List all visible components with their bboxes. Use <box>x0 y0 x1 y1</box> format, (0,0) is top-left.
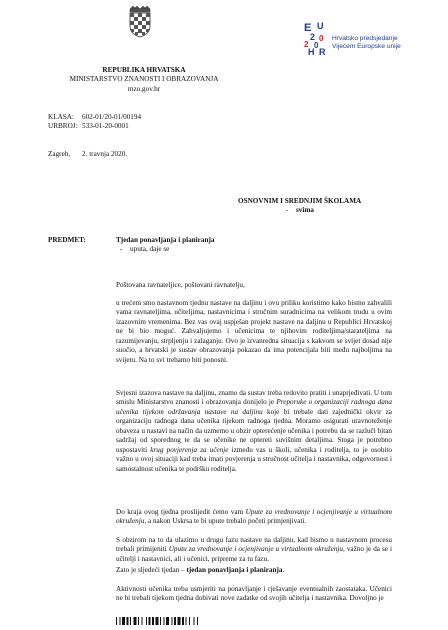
subject-dash: - <box>120 245 123 253</box>
eu-line1: Hrvatsko predsjedanje <box>332 35 398 42</box>
recipient-line2: svima <box>296 206 314 214</box>
header-website: mzo.gov.hr <box>127 85 161 93</box>
p2-text-a: Svjesni izazova nastave na daljinu, znamo da sustav treba redovito pratiti i unaprjeđivati. U tom smislu Ministarstvo znanosti i obrazovanja donijelo je <box>116 389 392 407</box>
klasa-label: KLASA: <box>48 113 74 121</box>
eu-line2: Vijećem Europske unije <box>332 43 401 50</box>
paragraph-4 <box>116 536 392 564</box>
eu-digit: 0 <box>314 41 319 50</box>
urbroj-label: URBROJ: <box>48 122 78 130</box>
recipient-line1: OSNOVNIM I SREDNJIM ŠKOLAMA <box>238 197 362 205</box>
p3-italic: Upute za vrednovanje i ocjenjivanje u virtualnom okruženju <box>116 508 392 526</box>
p4-italic: Uputu za vrednovanje i ocjenjivanje u virtualnom okruženju <box>168 545 344 554</box>
paragraph-2 <box>116 389 392 474</box>
eu-digit: 0 <box>319 34 324 43</box>
place: Zagreb, <box>48 150 71 158</box>
urbroj-value: 533-01-20-0001 <box>82 122 129 130</box>
p5-bold: tjedan ponavljanja i planiranja <box>186 566 283 574</box>
croatian-coat-of-arms <box>128 6 152 38</box>
p2-italic-1: Preporuke o organizaciji radnoga dana učenika tijekom održavanja nastave na daljinu <box>116 398 392 416</box>
eu-letter: U <box>317 21 324 31</box>
subject-label: PREDMET: <box>48 236 86 244</box>
subject-sub: uputa, daje se <box>130 245 170 253</box>
eu-letter: E <box>304 22 312 34</box>
p2-text-c: između vas u školi, učenika i roditelja, to je osobito važno u ovoj situaciji kad treba imati povjerenja u stručnost učitelja i nastavnika, odgovornost i samostalnost učenika te podršku roditelja. <box>116 445 393 473</box>
eu-digit: 2 <box>304 40 309 49</box>
header-republic: REPUBLIKA HRVATSKA <box>102 66 186 74</box>
p4-text-a: S obzirom na to da ulazimo u drugu fazu nastave na daljinu, kad bismo u nastavnom procesu trebali primijeniti <box>116 536 392 554</box>
p5-text-a: Zato je sljedeći tjedan – <box>116 566 187 574</box>
p2-italic-2: krug povjerenja za učenje <box>150 445 229 454</box>
header-ministry: MINISTARSTVO ZNANOSTI I OBRAZOVANJA <box>69 75 219 83</box>
greeting: Poštovana ravnateljice, poštovani ravnatelju, <box>116 281 245 289</box>
p3-text-b: , a nakon Uskrsa te bi upute trebalo početi primjenjivati. <box>144 517 307 526</box>
eu-presidency-logo <box>302 20 330 61</box>
eu-presidency-text <box>332 35 401 51</box>
klasa-value: 602-01/20-01/00194 <box>82 113 142 121</box>
p4-text-b: , važno je da se i učitelji i nastavnici, ali i učenici, pripreme za tu fazu. <box>116 545 392 563</box>
eu-letter: R <box>319 47 326 56</box>
document-barcode <box>116 612 256 620</box>
recipient-dash: - <box>286 206 289 214</box>
date: 2. travnja 2020. <box>82 150 128 158</box>
paragraph-1: u trećem smo nastavnom tjednu nastave na daljinu i ovu priliku koristimo kako bismo zahvalili vama ravnateljima, učiteljima, nastavnicima i stručnim suradnicima na velikom trudu u ovim izazovnim vremenima. Bez vas ovaj uspješan projekt nastave na daljinu u Republici Hrvatskoj ne bi bio moguć. Zahvaljujemo i učenicima te njihovim roditeljima/starateljima na razumijevanju, strpljenju i zalaganju. Ovo je izvanredna situacija s kakvom se svijet dosad nije suočio, a hrvatski je sustav obrazovanja pokazao da ima potencijala biti među najboljima na svijetu. Na to svi trebamo biti ponosni. <box>116 299 392 364</box>
p2-text-b: koje bi trebale dati zajednički okvir za organizaciju radnoga dana učenika tijekom radnoga tjedna. Moramo osigurati uravnoteženje obaveza u nastavi na način da uzmemo u obzir opterećenje učenika i potrebu da se razluči bitan sadržaj od sporednog te da se učenike ne optereti suvišnim detaljima. Stoga je potrebno uspostaviti <box>116 407 392 454</box>
eu-digit: 2 <box>310 32 316 42</box>
paragraph-6: Aktivnosti učenika treba usmjeriti na ponavljanje i rješavanje eventualnih zaostataka. Učenici ne bi trebali tijekom tjedna dobivati nove zadatke od svojih učitelja i nastavnika. Dovoljno je <box>116 585 392 603</box>
paragraph-3 <box>116 508 392 527</box>
subject-title: Tjedan ponavljanja i planiranja <box>116 236 215 244</box>
eu-letter: H <box>308 47 315 56</box>
paragraph-5 <box>116 566 392 575</box>
p3-text-a: Do kraja ovog tjedna proslijedit ćemo vam <box>116 508 246 516</box>
p5-text-c: . <box>282 566 285 574</box>
